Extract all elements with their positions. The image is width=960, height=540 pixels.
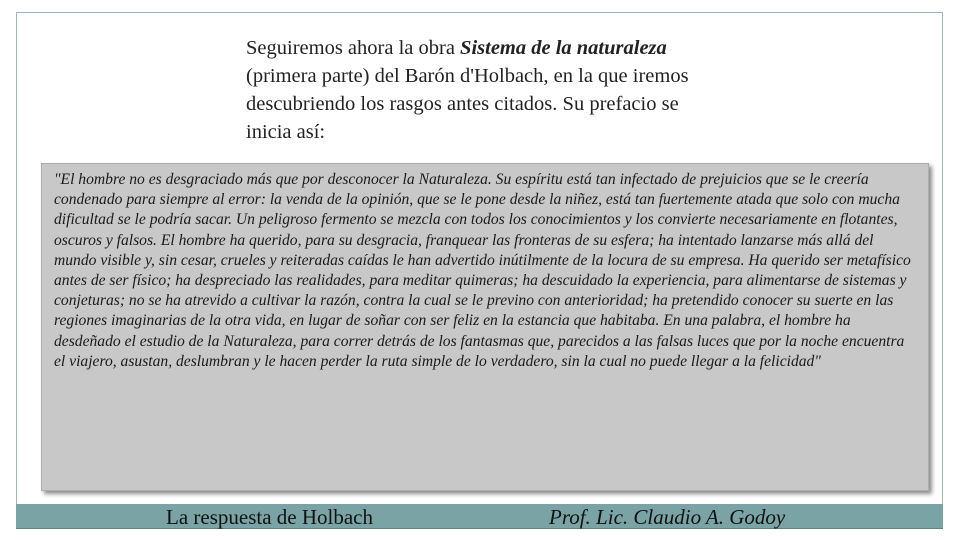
intro-text-end: (primera parte) del Barón d'Holbach, en la que iremos descubriendo los rasgos antes citados. Su prefacio se inicia así: xyxy=(246,65,689,143)
footer-bar xyxy=(16,504,943,529)
intro-text-start: Seguiremos ahora la obra xyxy=(246,37,461,59)
quote-text: "El hombre no es desgraciado más que por desconocer la Naturaleza. Su espíritu está tan infectado de prejuicios que se le creería condenado para siempre al error: la venda de la opinión, que se le pone desde la niñez, está tan fuertemente atada que solo con mucha dificultad se le podría sacar. Un peligroso fermento se mezcla con todos los conocimientos y los convierte necesariamente en flotantes, oscuros y falsos. El hombre ha querido, para su desgracia, franquear las fronteras de su esfera; ha intentado lanzarse más allá del mundo visible y, sin cesar, crueles y reiteradas caídas le han advertido inútilmente de la locura de su empresa. Ha querido ser metafísico antes de ser físico; ha despreciado las realidades, para meditar quimeras; ha descuidado la experiencia, para alimentarse de sistemas y conjeturas; no se ha atrevido a cultivar la razón, contra la cual se le previno con anterioridad; ha pretendido conocer su suerte en las regiones imaginarias de la otra vida, en lugar de soñar con ser feliz en la estancia que habitaba. En una palabra, el hombre ha desdeñado el estudio de la Naturaleza, para correr detrás de los fantasmas que, parecidos a las falsas luces que por la noche encuentra el viajero, asustan, deslumbran y le hacen perder la ruta simple de lo verdadero, sin la cual no puede llegar a la felicidad" xyxy=(54,171,911,370)
book-title: Sistema de la naturaleza xyxy=(460,37,667,59)
quote-box xyxy=(41,163,929,491)
footer-title: La respuesta de Holbach xyxy=(166,505,373,529)
footer-author: Prof. Lic. Claudio A. Godoy xyxy=(549,505,786,529)
intro-paragraph xyxy=(246,34,726,146)
